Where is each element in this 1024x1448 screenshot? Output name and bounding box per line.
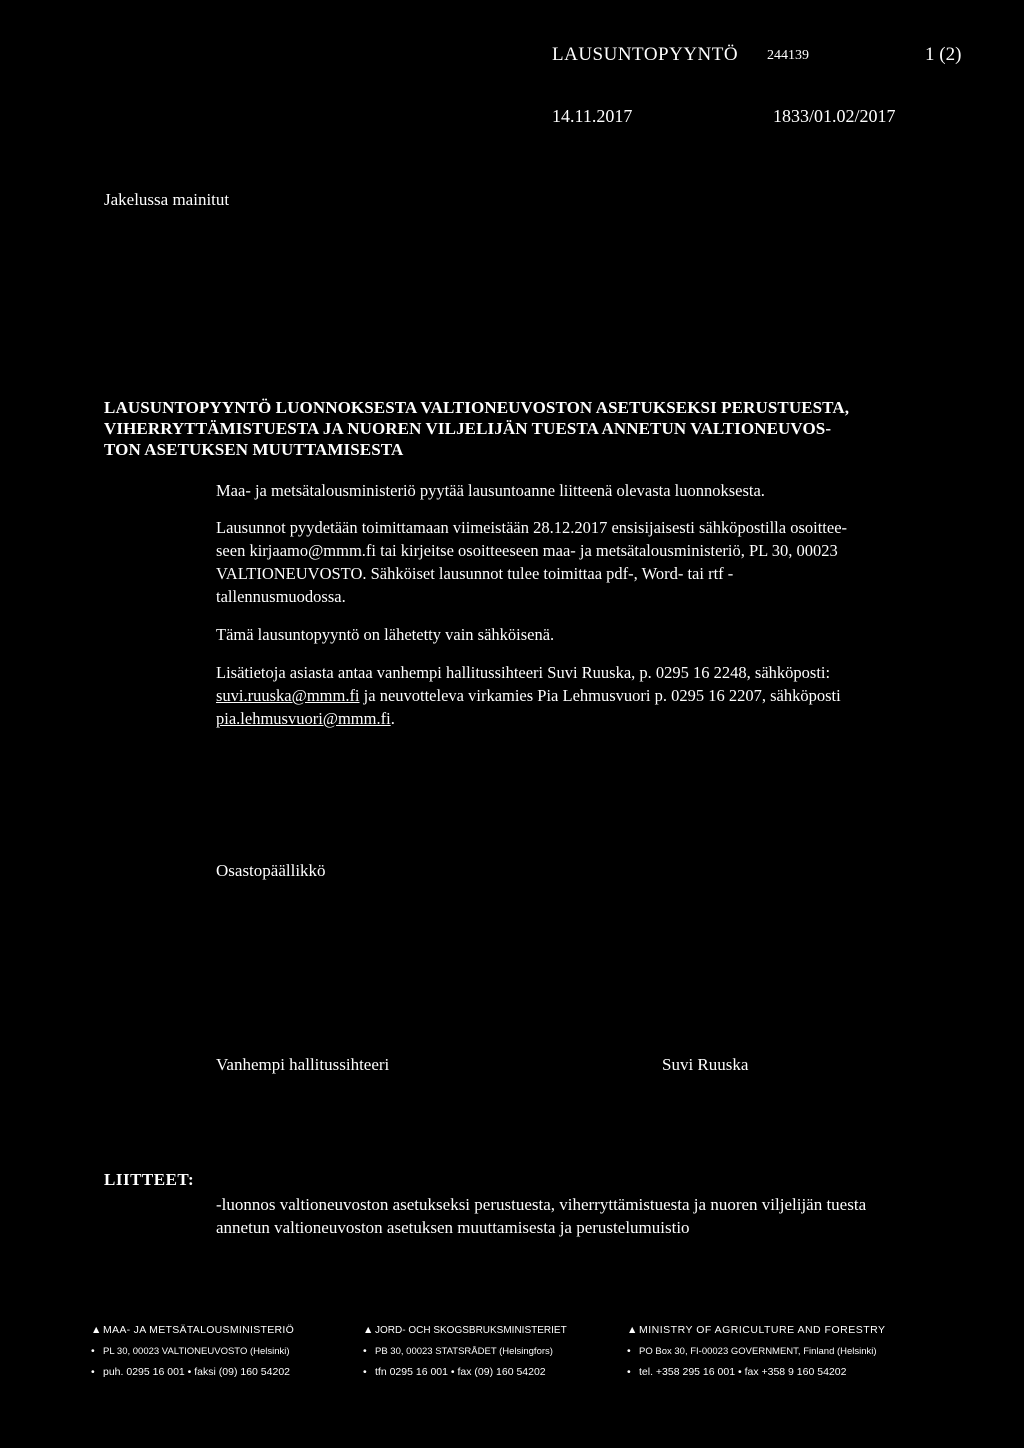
paragraph-deadline bbox=[216, 516, 847, 608]
document-title bbox=[104, 397, 849, 460]
footer-row bbox=[627, 1341, 886, 1362]
reference-number: 1833/01.02/2017 bbox=[773, 106, 896, 126]
signature-role-department-head: Osastopäällikkö bbox=[216, 861, 326, 880]
footer-row: • tel. +358 295 16 001 • fax +358 9 160 54202 bbox=[627, 1362, 886, 1383]
text-span: tai kirjeitse osoitteeseen maa- ja metsätalousministeriö, PL 30, 00023 bbox=[376, 541, 838, 560]
paragraph-line bbox=[216, 684, 841, 707]
document-date: 14.11.2017 bbox=[552, 106, 633, 126]
title-line: TON ASETUKSEN MUUTTAMISESTA bbox=[104, 440, 404, 459]
bullet-icon: • bbox=[363, 1345, 367, 1357]
text-span: . bbox=[390, 709, 395, 728]
paragraph-line bbox=[216, 707, 841, 730]
triangle-icon: ▲ bbox=[627, 1324, 638, 1336]
footer-row bbox=[363, 1320, 567, 1341]
ministry-fax: faksi (09) 160 54202 bbox=[194, 1366, 290, 1378]
paragraph-electronic-only bbox=[216, 623, 554, 646]
attachments-label: LIITTEET: bbox=[104, 1170, 195, 1189]
footer-row bbox=[91, 1320, 294, 1341]
bullet-icon: • bbox=[91, 1366, 95, 1378]
footer-row: • puh. 0295 16 001 • faksi (09) 160 54202 bbox=[91, 1362, 294, 1383]
paragraph-line: Lausunnot pyydetään toimittamaan viimeistään 28.12.2017 ensisijaisesti sähköpostilla osoittee- bbox=[216, 518, 848, 537]
footer-finnish bbox=[91, 1320, 294, 1383]
triangle-icon: ▲ bbox=[363, 1324, 374, 1336]
paragraph-request bbox=[216, 479, 765, 502]
paragraph-contact-info bbox=[216, 661, 841, 730]
ministry-name: MINISTRY OF AGRICULTURE AND FORESTRY bbox=[639, 1324, 886, 1336]
paragraph-line bbox=[216, 539, 847, 562]
ministry-name: MAA- JA METSÄTALOUSMINISTERIÖ bbox=[103, 1324, 295, 1336]
text-span: seen bbox=[216, 541, 250, 560]
bullet-icon: • bbox=[627, 1366, 631, 1378]
ministry-phone: tfn 0295 16 001 bbox=[375, 1366, 448, 1378]
paragraph-text: Tämä lausuntopyyntö on lähetetty vain sähköisenä. bbox=[216, 625, 555, 644]
ministry-address: PB 30, 00023 STATSRÅDET (Helsingfors) bbox=[375, 1346, 553, 1357]
footer-row bbox=[91, 1341, 294, 1362]
attachment-line: -luonnos valtioneuvoston asetukseksi perustuesta, viherryttämistuesta ja nuoren viljelijän tuesta bbox=[216, 1195, 867, 1214]
ministry-phone: tel. +358 295 16 001 bbox=[639, 1366, 736, 1378]
paragraph-line: Lisätietoja asiasta antaa vanhempi hallitussihteeri Suvi Ruuska, p. 0295 16 2248, sähköposti: bbox=[216, 663, 831, 682]
ministry-fax: fax +358 9 160 54202 bbox=[744, 1366, 847, 1378]
footer-english bbox=[627, 1320, 886, 1383]
footer-row bbox=[363, 1341, 567, 1362]
bullet-icon: • bbox=[627, 1345, 631, 1357]
title-line: VIHERRYTTÄMISTUESTA JA NUOREN VILJELIJÄN TUESTA ANNETUN VALTIONEUVOS- bbox=[104, 419, 832, 438]
text-span: ja neuvotteleva virkamies Pia Lehmusvuori p. 0295 16 2207, sähköposti bbox=[359, 686, 841, 705]
signature-name: Suvi Ruuska bbox=[662, 1055, 749, 1074]
email-link-suvi-ruuska[interactable]: suvi.ruuska@mmm.fi bbox=[216, 686, 360, 705]
ministry-fax: fax (09) 160 54202 bbox=[457, 1366, 546, 1378]
footer-row: • tfn 0295 16 001 • fax (09) 160 54202 bbox=[363, 1362, 567, 1383]
document-type: LAUSUNTOPYYNTÖ bbox=[552, 44, 739, 65]
paragraph-line: VALTIONEUVOSTO. Sähköiset lausunnot tulee toimittaa pdf-, Word- tai rtf - bbox=[216, 564, 734, 583]
ministry-address: PO Box 30, FI-00023 GOVERNMENT, Finland (Helsinki) bbox=[639, 1346, 877, 1357]
attachments-list bbox=[216, 1193, 866, 1239]
email-link-kirjaamo[interactable]: kirjaamo@mmm.fi bbox=[249, 541, 376, 560]
recipient: Jakelussa mainitut bbox=[104, 190, 230, 209]
footer-row bbox=[627, 1320, 886, 1341]
email-link-pia-lehmusvuori[interactable]: pia.lehmusvuori@mmm.fi bbox=[216, 709, 391, 728]
attachment-line: annetun valtioneuvoston asetuksen muuttamisesta ja perustelumuistio bbox=[216, 1218, 690, 1237]
title-line: LAUSUNTOPYYNTÖ LUONNOKSESTA VALTIONEUVOSTON ASETUKSEKSI PERUSTUESTA, bbox=[104, 398, 850, 417]
ministry-address: PL 30, 00023 VALTIONEUVOSTO (Helsinki) bbox=[103, 1346, 290, 1357]
bullet-icon: • bbox=[91, 1345, 95, 1357]
triangle-icon: ▲ bbox=[91, 1324, 102, 1336]
document-number: 244139 bbox=[767, 48, 809, 63]
paragraph-line: tallennusmuodossa. bbox=[216, 587, 346, 606]
ministry-phone: puh. 0295 16 001 bbox=[103, 1366, 185, 1378]
paragraph-text: Maa- ja metsätalousministeriö pyytää lausuntoanne liitteenä olevasta luonnoksesta. bbox=[216, 481, 765, 500]
signature-role-senior-secretary: Vanhempi hallitussihteeri bbox=[216, 1055, 390, 1074]
footer-swedish bbox=[363, 1320, 567, 1383]
page-number: 1 (2) bbox=[925, 44, 962, 65]
bullet-icon: • bbox=[363, 1366, 367, 1378]
ministry-name: JORD- OCH SKOGSBRUKSMINISTERIET bbox=[375, 1325, 567, 1336]
